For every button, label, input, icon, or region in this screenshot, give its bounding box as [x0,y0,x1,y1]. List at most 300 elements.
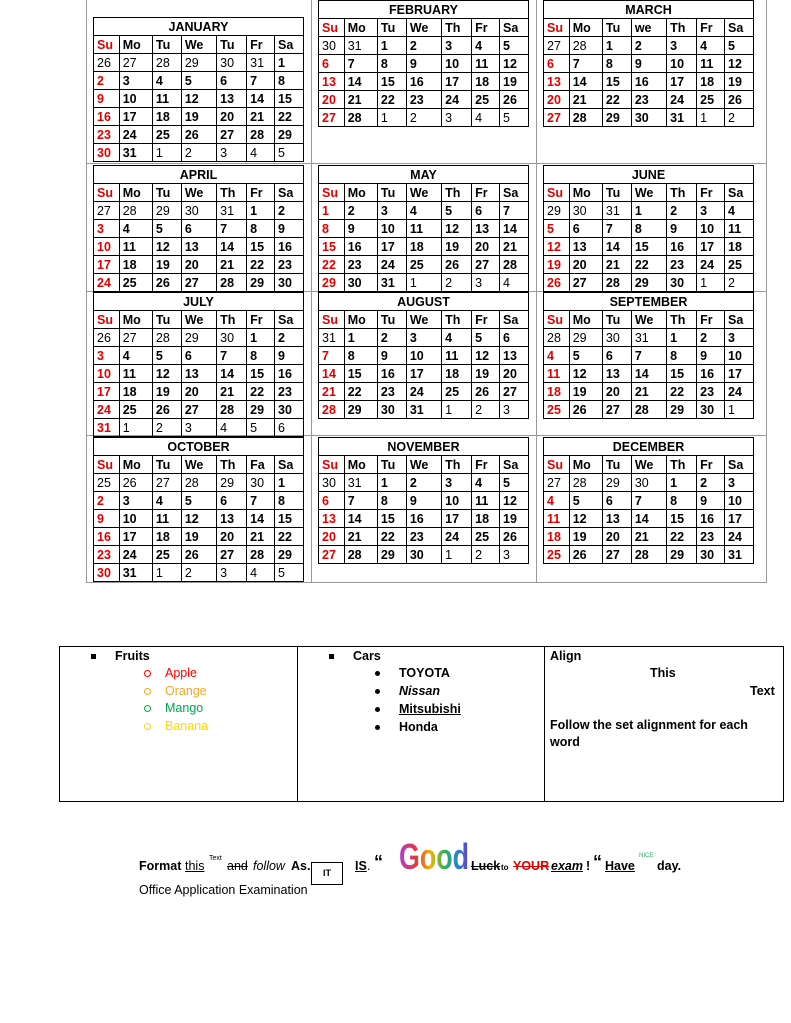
day-cell: 16 [377,365,406,383]
weekday-header: Sa [275,184,304,202]
day-cell: 4 [152,492,181,510]
day-cell: 24 [406,383,441,401]
month-title: NOVEMBER [319,438,529,456]
day-cell: 10 [119,90,152,108]
month-title: JANUARY [94,18,304,36]
day-cell: 29 [602,474,631,492]
day-cell: 24 [94,274,120,292]
day-cell: 7 [344,492,377,510]
weekday-header: Fr [247,184,275,202]
day-cell: 31 [631,329,666,347]
car-item: Nissan [375,684,440,698]
week-row [319,510,529,528]
week-row [94,365,304,383]
month-title: JUNE [544,166,754,184]
day-cell: 15 [275,90,304,108]
day-cell: 1 [697,274,725,292]
day-cell: 11 [119,238,152,256]
day-cell: 9 [344,220,377,238]
weekday-header: We [181,184,216,202]
fruit-label: Apple [165,666,197,680]
day-cell: 29 [181,54,216,72]
day-cell: 25 [119,401,152,419]
day-cell: 12 [500,492,529,510]
day-cell: 17 [94,256,120,274]
day-cell: 2 [181,564,216,582]
day-cell: 20 [569,256,602,274]
week-row [319,528,529,546]
weekday-header: Fr [472,19,500,37]
day-cell: 29 [544,202,570,220]
weekday-header: Mo [344,184,377,202]
day-cell: 1 [667,474,697,492]
superscript-text: Text [209,855,222,862]
day-cell: 29 [602,109,631,127]
day-cell: 21 [344,91,377,109]
day-cell: 7 [319,347,345,365]
day-cell: 17 [377,238,406,256]
day-cell: 1 [344,329,377,347]
day-cell: 17 [667,73,697,91]
week-row [319,365,529,383]
day-cell: 5 [472,329,500,347]
day-cell: 27 [602,546,631,564]
frame-divider [86,163,767,164]
weekday-header: Mo [569,456,602,474]
day-cell: 31 [377,274,406,292]
day-cell: 30 [602,329,631,347]
day-cell: 18 [406,238,441,256]
car-item: Honda [375,720,438,734]
day-cell: 30 [247,474,275,492]
word-to: to [501,863,509,872]
week-row [544,474,754,492]
day-cell: 3 [697,202,725,220]
day-cell: 14 [217,238,247,256]
week-row [544,55,754,73]
week-row [544,256,754,274]
day-cell: 17 [725,365,754,383]
day-cell: 1 [377,474,406,492]
day-cell: 10 [725,347,754,365]
day-cell: 18 [119,256,152,274]
day-cell: 15 [602,73,631,91]
day-cell: 1 [667,329,697,347]
weekday-header: Fr [472,456,500,474]
weekday-header: Th [667,184,697,202]
month-title: JULY [94,293,304,311]
day-cell: 22 [319,256,345,274]
day-cell: 28 [247,546,275,564]
day-cell: 27 [217,546,247,564]
week-row [319,546,529,564]
week-row [319,383,529,401]
weekday-header: Fr [472,311,500,329]
day-cell: 2 [94,72,120,90]
day-cell: 7 [247,72,275,90]
day-cell: 4 [725,202,754,220]
week-row [544,528,754,546]
word-luck: Luck [471,859,501,873]
day-cell: 30 [181,202,216,220]
open-quote-2: “ [593,852,602,872]
day-cell: 28 [500,256,529,274]
day-cell: 11 [544,365,570,383]
weekday-header: We [631,184,666,202]
day-cell: 25 [544,401,570,419]
weekday-header: Sa [725,311,754,329]
week-row [319,347,529,365]
weekday-header: Th [667,456,697,474]
week-row [319,474,529,492]
day-cell: 24 [697,256,725,274]
align-instruction: Follow the set alignment for each word [550,718,748,749]
day-cell: 2 [344,202,377,220]
fruit-label: Banana [165,718,209,733]
day-cell: 2 [725,274,754,292]
month-table [543,165,754,292]
day-cell: 3 [667,37,697,55]
day-cell: 3 [94,220,120,238]
week-row [544,510,754,528]
day-cell: 14 [344,510,377,528]
day-cell: 27 [152,474,181,492]
day-cell: 4 [500,274,529,292]
day-cell: 13 [181,365,216,383]
day-cell: 28 [247,126,275,144]
weekday-header: Tu [152,184,181,202]
day-cell: 21 [631,383,666,401]
day-cell: 18 [544,383,570,401]
day-cell: 8 [377,55,406,73]
weekday-header: Mo [569,311,602,329]
day-cell: 26 [119,474,152,492]
day-cell: 3 [472,274,500,292]
day-cell: 22 [667,383,697,401]
day-cell: 26 [472,383,500,401]
day-cell: 31 [344,474,377,492]
day-cell: 25 [697,91,725,109]
month-table [543,0,754,127]
week-row [544,546,754,564]
day-cell: 31 [217,202,247,220]
month-table [93,292,304,437]
circle-bullet-icon [144,705,151,712]
weekday-header: Su [94,36,120,54]
week-row [544,329,754,347]
day-cell: 30 [94,144,120,162]
week-row [319,91,529,109]
day-cell: 23 [697,383,725,401]
day-cell: 7 [500,202,529,220]
day-cell: 7 [631,347,666,365]
day-cell: 10 [94,365,120,383]
day-cell: 11 [725,220,754,238]
day-cell: 14 [631,365,666,383]
day-cell: 30 [377,401,406,419]
month-table [93,165,304,292]
week-row [94,144,304,162]
day-cell: 9 [275,220,304,238]
day-cell: 9 [697,492,725,510]
week-row [319,202,529,220]
weekday-header: Tu [602,456,631,474]
day-cell: 1 [697,109,725,127]
day-cell: 23 [94,546,120,564]
align-center-word: This [650,666,676,680]
day-cell: 29 [667,401,697,419]
weekday-header: Su [319,311,345,329]
day-cell: 11 [406,220,441,238]
day-cell: 25 [725,256,754,274]
day-cell: 1 [631,202,666,220]
bullet-icon [375,671,380,676]
day-cell: 22 [275,108,304,126]
day-cell: 19 [569,528,602,546]
day-cell: 1 [152,564,181,582]
day-cell: 1 [275,474,304,492]
day-cell: 21 [602,256,631,274]
day-cell: 24 [667,91,697,109]
day-cell: 23 [344,256,377,274]
day-cell: 5 [500,474,529,492]
day-cell: 20 [181,256,216,274]
day-cell: 5 [500,109,529,127]
day-cell: 5 [275,144,304,162]
week-row [319,73,529,91]
week-row [94,347,304,365]
weekday-header: Sa [500,456,529,474]
car-item: TOYOTA [375,666,450,680]
day-cell: 18 [119,383,152,401]
day-cell: 16 [697,365,725,383]
day-cell: 14 [569,73,602,91]
day-cell: 4 [247,564,275,582]
weekday-header: Sa [725,456,754,474]
week-row [544,220,754,238]
day-cell: 2 [377,329,406,347]
day-cell: 12 [500,55,529,73]
day-cell: 10 [94,238,120,256]
day-cell: 26 [152,274,181,292]
week-row [319,220,529,238]
weekday-header: Fr [472,184,500,202]
day-cell: 16 [94,108,120,126]
weekday-header: Th [442,456,472,474]
day-cell: 14 [344,73,377,91]
weekday-header: Fr [697,184,725,202]
day-cell: 29 [667,546,697,564]
day-cell: 15 [275,510,304,528]
day-cell: 3 [377,202,406,220]
month-title: APRIL [94,166,304,184]
word-as: As. [291,859,311,873]
cars-cell [297,647,545,801]
week-row [319,329,529,347]
week-row [94,383,304,401]
day-cell: 14 [500,220,529,238]
good-wordart [397,836,471,876]
day-cell: 3 [181,419,216,437]
day-cell: 24 [725,383,754,401]
day-cell: 15 [667,510,697,528]
car-item: Mitsubishi [375,702,461,716]
week-row [544,347,754,365]
day-cell: 27 [602,401,631,419]
weekday-header: We [406,311,441,329]
day-cell: 18 [152,528,181,546]
weekday-header: Th [442,19,472,37]
day-cell: 29 [344,401,377,419]
day-cell: 2 [697,329,725,347]
day-cell: 26 [725,91,754,109]
day-cell: 16 [667,238,697,256]
word-exclaim: ! [586,859,591,873]
week-row [544,37,754,55]
day-cell: 16 [406,510,441,528]
day-cell: 10 [442,55,472,73]
day-cell: 28 [569,474,602,492]
day-cell: 21 [344,528,377,546]
day-cell: 30 [344,274,377,292]
word-and: and [227,859,248,873]
day-cell: 28 [602,274,631,292]
day-cell: 14 [319,365,345,383]
day-cell: 27 [181,401,216,419]
fruit-item [144,684,207,698]
day-cell: 27 [181,274,216,292]
day-cell: 23 [275,256,304,274]
day-cell: 9 [275,347,304,365]
weekday-header: Mo [344,456,377,474]
day-cell: 23 [697,528,725,546]
day-cell: 1 [377,109,406,127]
align-right-word: Text [750,684,775,698]
day-cell: 14 [247,90,275,108]
day-cell: 10 [725,492,754,510]
day-cell: 13 [544,73,570,91]
day-cell: 29 [275,546,304,564]
day-cell: 11 [697,55,725,73]
day-cell: 3 [119,492,152,510]
day-cell: 27 [544,109,570,127]
day-cell: 1 [275,54,304,72]
week-row [94,238,304,256]
day-cell: 25 [544,546,570,564]
day-cell: 28 [344,109,377,127]
day-cell: 21 [247,108,275,126]
day-cell: 27 [544,474,570,492]
day-cell: 6 [319,492,345,510]
week-row [94,256,304,274]
week-row [94,564,304,582]
week-row [544,109,754,127]
day-cell: 30 [697,546,725,564]
day-cell: 17 [119,528,152,546]
day-cell: 8 [275,492,304,510]
week-row [544,73,754,91]
square-bullet-icon [329,654,334,659]
day-cell: 30 [94,564,120,582]
day-cell: 20 [319,528,345,546]
day-cell: 20 [217,528,247,546]
day-cell: 5 [569,492,602,510]
weekday-header: Tu [377,19,406,37]
day-cell: 4 [247,144,275,162]
weekday-header: Su [319,184,345,202]
day-cell: 31 [667,109,697,127]
day-cell: 20 [602,383,631,401]
day-cell: 31 [406,401,441,419]
bullet-icon [375,689,380,694]
weekday-header: Fr [697,456,725,474]
week-row [319,238,529,256]
word-have: Have [605,859,635,873]
day-cell: 9 [406,55,441,73]
day-cell: 25 [94,474,120,492]
day-cell: 22 [377,528,406,546]
day-cell: 13 [217,510,247,528]
day-cell: 25 [442,383,472,401]
word-dot: . [367,859,371,873]
day-cell: 22 [275,528,304,546]
day-cell: 30 [569,202,602,220]
day-cell: 30 [319,474,345,492]
day-cell: 28 [119,202,152,220]
week-row [94,108,304,126]
day-cell: 10 [119,510,152,528]
day-cell: 3 [725,329,754,347]
day-cell: 7 [247,492,275,510]
month-table [543,292,754,419]
day-cell: 26 [500,91,529,109]
day-cell: 12 [472,347,500,365]
day-cell: 19 [181,528,216,546]
week-row [94,510,304,528]
weekday-header: Su [544,456,570,474]
day-cell: 20 [544,91,570,109]
weekday-header: Tu [217,36,247,54]
month-title: FEBRUARY [319,1,529,19]
day-cell: 17 [94,383,120,401]
day-cell: 6 [602,347,631,365]
day-cell: 26 [181,546,216,564]
weekday-header: Sa [500,184,529,202]
day-cell: 31 [344,37,377,55]
day-cell: 28 [217,274,247,292]
week-row [319,401,529,419]
day-cell: 15 [377,510,406,528]
weekday-header: Th [442,311,472,329]
day-cell: 27 [500,383,529,401]
weekday-header: We [406,456,441,474]
lists-table [59,646,784,802]
day-cell: 3 [217,144,247,162]
weekday-header: Fr [697,19,725,37]
weekday-header: Sa [275,456,304,474]
day-cell: 2 [472,401,500,419]
day-cell: 10 [667,55,697,73]
day-cell: 30 [275,274,304,292]
day-cell: 27 [119,329,152,347]
day-cell: 29 [217,474,247,492]
week-row [544,365,754,383]
square-bullet-icon [91,654,96,659]
day-cell: 26 [442,256,472,274]
day-cell: 19 [544,256,570,274]
week-row [319,274,529,292]
day-cell: 29 [152,202,181,220]
